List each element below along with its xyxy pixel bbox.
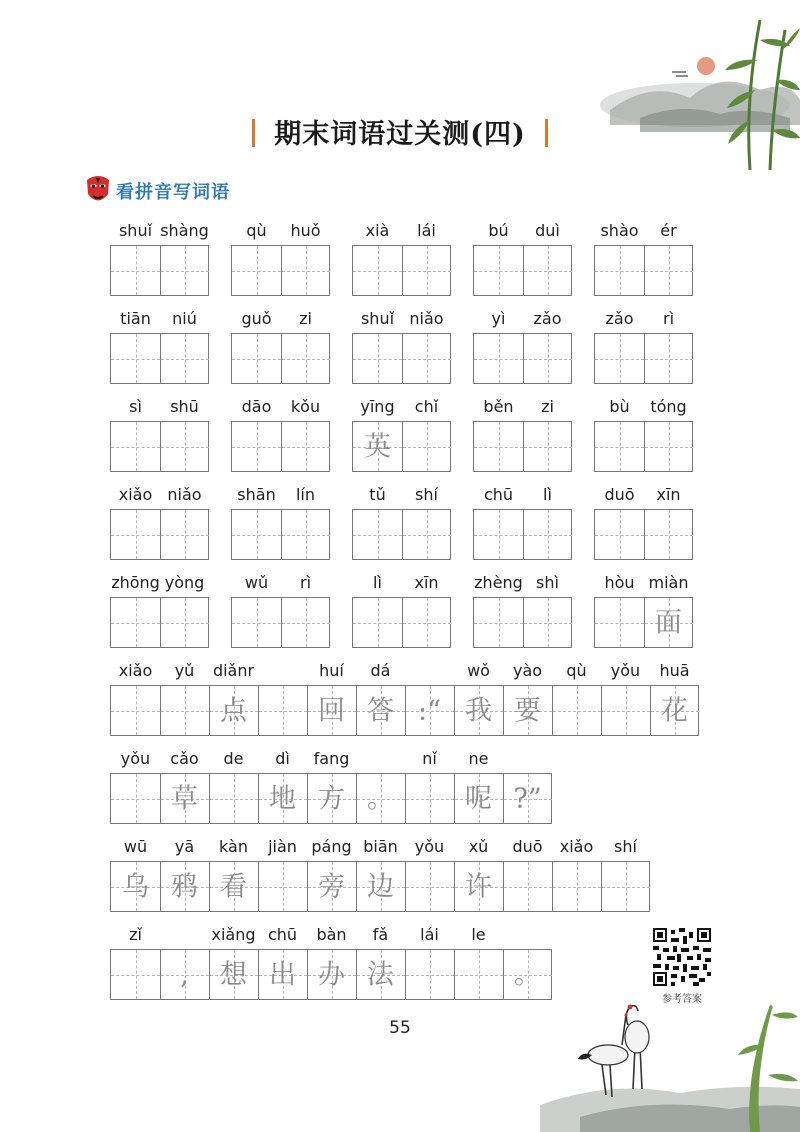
pinyin-label: lín [295, 485, 316, 504]
pinyin-label: zhōng [111, 573, 160, 592]
guide-line [378, 246, 379, 295]
word-grid[interactable] [352, 245, 451, 296]
pinyin-label: kàn [219, 837, 248, 856]
pinyin-label: niǎo [409, 309, 444, 328]
grid-cell [232, 510, 281, 559]
pinyin-label: xiǎng [211, 925, 256, 944]
grid-cell [111, 246, 160, 295]
pinyin-label: yǒu [120, 749, 151, 768]
pinyin-label: niú [172, 309, 197, 328]
prefilled-character: 呢 [465, 783, 492, 814]
pinyin-label: tóng [650, 397, 687, 416]
grid-cell [454, 950, 503, 999]
crane-illustration [540, 985, 800, 1132]
pinyin-label: diǎnr [212, 661, 255, 680]
pinyin-label: wǔ [244, 573, 269, 592]
grid-cell [402, 246, 451, 295]
prefilled-character: ?” [513, 783, 542, 814]
prefilled-character: 鸦 [171, 871, 198, 902]
guide-line [626, 686, 627, 735]
guide-line [378, 334, 379, 383]
guide-line [499, 334, 500, 383]
prefilled-character: 花 [661, 695, 688, 726]
qr-code-icon[interactable] [653, 928, 711, 986]
word-grid[interactable] [473, 245, 572, 296]
word-grid[interactable] [594, 333, 693, 384]
grid-cell [160, 510, 209, 559]
pinyin-label: dì [275, 749, 290, 768]
grid-cell [160, 686, 209, 735]
prefilled-character: 答 [367, 695, 394, 726]
pinyin-label: fǎ [372, 925, 389, 944]
grid-cell [232, 598, 281, 647]
word-grid[interactable] [473, 421, 572, 472]
grid-cell [160, 422, 209, 471]
prefilled-character: 我 [465, 695, 492, 726]
grid-cell [601, 686, 650, 735]
pinyin-label: lái [420, 925, 439, 944]
opera-mask-icon [84, 174, 112, 206]
prefilled-character: 。 [367, 783, 394, 814]
pinyin-label: shuǐ [360, 309, 395, 328]
guide-line [620, 246, 621, 295]
pinyin-label: xià [365, 221, 390, 240]
pinyin-label: yì [491, 309, 506, 328]
guide-line [430, 774, 431, 823]
pinyin-label: chū [267, 925, 298, 944]
guide-line [620, 598, 621, 647]
guide-line [136, 950, 137, 999]
pinyin-label: páng [311, 837, 352, 856]
grid-cell [111, 334, 160, 383]
pinyin-label: duō [604, 485, 635, 504]
pinyin-label: wǒ [467, 661, 490, 680]
pinyin-label: fang [313, 749, 350, 768]
grid-cell [595, 510, 644, 559]
page-number: 55 [389, 1018, 411, 1038]
pinyin-label: duì [535, 221, 560, 240]
grid-cell [281, 246, 330, 295]
page-title: 期末词语过关测(四) [274, 119, 526, 150]
guide-line [669, 334, 670, 383]
sentence-grid[interactable] [110, 685, 699, 736]
guide-line [136, 334, 137, 383]
guide-line [136, 422, 137, 471]
guide-line [427, 246, 428, 295]
pinyin-label: lì [543, 485, 552, 504]
grid-cell [353, 334, 402, 383]
guide-line [548, 246, 549, 295]
pinyin-label: zhèng [474, 573, 523, 592]
grid-cell [281, 334, 330, 383]
prefilled-character: 草 [171, 783, 198, 814]
word-grid[interactable] [352, 333, 451, 384]
pinyin-label: miàn [648, 573, 689, 592]
guide-line [548, 334, 549, 383]
pinyin-label: yào [512, 661, 543, 680]
pinyin-label: zǎo [533, 309, 562, 328]
grid-cell [111, 774, 160, 823]
grid-cell [474, 334, 523, 383]
word-grid[interactable] [594, 245, 693, 296]
guide-line [306, 334, 307, 383]
guide-line [528, 862, 529, 911]
grid-cell [281, 598, 330, 647]
guide-line [620, 510, 621, 559]
guide-line [427, 510, 428, 559]
prefilled-character: 乌 [122, 871, 149, 902]
prefilled-character: 面 [655, 607, 682, 638]
qr-label: 参考答案 [662, 994, 702, 1005]
guide-line [430, 950, 431, 999]
guide-line [427, 334, 428, 383]
guide-line [306, 598, 307, 647]
grid-cell [111, 598, 160, 647]
guide-line [427, 422, 428, 471]
guide-line [620, 422, 621, 471]
grid-cell [353, 246, 402, 295]
guide-line [136, 774, 137, 823]
pinyin-label: jiàn [268, 837, 297, 856]
guide-line [136, 246, 137, 295]
guide-line [136, 686, 137, 735]
pinyin-label: huí [319, 661, 344, 680]
word-grid[interactable] [231, 421, 330, 472]
grid-cell [209, 774, 258, 823]
pinyin-label: biān [363, 837, 398, 856]
grid-cell [503, 862, 552, 911]
pinyin-label: qù [246, 221, 267, 240]
grid-cell [160, 598, 209, 647]
section-title: 看拼音写词语 [116, 182, 230, 203]
grid-cell [644, 422, 693, 471]
grid-cell [644, 510, 693, 559]
grid-cell [523, 246, 572, 295]
pinyin-label: xīn [414, 573, 439, 592]
prefilled-character: 地 [269, 783, 296, 814]
pinyin-label: cǎo [170, 749, 199, 768]
prefilled-character: 出 [269, 959, 296, 990]
grid-cell [405, 950, 454, 999]
title-bar-right [545, 119, 548, 147]
pinyin-label: xiǎo [559, 837, 594, 856]
word-grid[interactable] [110, 421, 209, 472]
pinyin-label: yǔ [174, 661, 195, 680]
grid-cell [474, 598, 523, 647]
guide-line [669, 246, 670, 295]
pinyin-label: de [223, 749, 244, 768]
guide-line [306, 510, 307, 559]
grid-cell [405, 774, 454, 823]
grid-cell [160, 246, 209, 295]
grid-cell [232, 422, 281, 471]
title-bar-left [252, 119, 255, 147]
word-grid[interactable] [231, 509, 330, 560]
pinyin-label: kǒu [290, 397, 321, 416]
pinyin-label: yǒu [414, 837, 445, 856]
pinyin-label: zǎo [605, 309, 634, 328]
pinyin-label: lì [373, 573, 382, 592]
grid-cell [281, 422, 330, 471]
pinyin-label: shān [237, 485, 276, 504]
grid-cell [523, 334, 572, 383]
grid-cell [258, 862, 307, 911]
prefilled-character: 看 [220, 871, 247, 902]
pinyin-label: shí [614, 837, 637, 856]
guide-line [548, 510, 549, 559]
grid-cell [402, 510, 451, 559]
pinyin-label: shuǐ [118, 221, 153, 240]
prefilled-character: 办 [318, 959, 345, 990]
grid-cell [523, 598, 572, 647]
grid-cell [552, 862, 601, 911]
guide-line [479, 950, 480, 999]
pinyin-label: lái [417, 221, 436, 240]
grid-cell [644, 246, 693, 295]
pinyin-label: rì [662, 309, 675, 328]
pinyin-label: shào [600, 221, 639, 240]
guide-line [548, 598, 549, 647]
word-grid[interactable] [594, 421, 693, 472]
pinyin-label: bù [609, 397, 630, 416]
pinyin-label: tǔ [369, 485, 386, 504]
pinyin-label: ér [660, 221, 677, 240]
guide-line [620, 334, 621, 383]
word-grid[interactable] [110, 333, 209, 384]
pinyin-label: chǐ [414, 397, 439, 416]
pinyin-label: bú [488, 221, 509, 240]
grid-cell [111, 950, 160, 999]
grid-cell [474, 510, 523, 559]
pinyin-label: zi [541, 397, 554, 416]
pinyin-label: xīn [656, 485, 681, 504]
guide-line [306, 422, 307, 471]
pinyin-label: shí [415, 485, 438, 504]
grid-cell [405, 862, 454, 911]
pinyin-label: duō [512, 837, 543, 856]
word-grid[interactable] [352, 509, 451, 560]
guide-line [669, 422, 670, 471]
guide-line [378, 510, 379, 559]
guide-line [499, 246, 500, 295]
prefilled-character: 许 [465, 871, 492, 902]
prefilled-character: , [180, 959, 189, 990]
grid-cell [402, 334, 451, 383]
grid-cell [523, 422, 572, 471]
guide-line [257, 510, 258, 559]
pinyin-label: le [471, 925, 486, 944]
grid-cell [258, 686, 307, 735]
prefilled-character: 法 [367, 959, 394, 990]
pinyin-label: niǎo [167, 485, 202, 504]
guide-line [257, 598, 258, 647]
guide-line [257, 246, 258, 295]
prefilled-character: 点 [220, 695, 247, 726]
grid-cell [523, 510, 572, 559]
guide-line [430, 862, 431, 911]
grid-cell [232, 334, 281, 383]
grid-cell [595, 598, 644, 647]
pinyin-label: yīng [360, 397, 395, 416]
guide-line [136, 598, 137, 647]
prefilled-character: :“ [418, 695, 441, 726]
prefilled-character: 想 [220, 959, 247, 990]
grid-cell [111, 510, 160, 559]
grid-cell [402, 598, 451, 647]
pinyin-label: yǒu [610, 661, 641, 680]
guide-line [427, 598, 428, 647]
grid-cell [353, 510, 402, 559]
guide-line [136, 510, 137, 559]
prefilled-character: 边 [367, 871, 394, 902]
word-grid[interactable] [473, 333, 572, 384]
pinyin-label: shì [536, 573, 559, 592]
guide-line [499, 422, 500, 471]
word-grid[interactable] [352, 597, 451, 648]
word-grid[interactable] [231, 245, 330, 296]
word-grid[interactable] [473, 597, 572, 648]
pinyin-label: zǐ [129, 925, 142, 944]
word-grid[interactable] [110, 509, 209, 560]
pinyin-label: shàng [160, 221, 209, 240]
pinyin-label: guǒ [241, 309, 272, 328]
grid-cell [595, 246, 644, 295]
pinyin-label: xiǎo [118, 661, 153, 680]
prefilled-character: 。 [514, 959, 541, 990]
guide-line [499, 598, 500, 647]
guide-line [257, 422, 258, 471]
grid-cell [353, 598, 402, 647]
prefilled-character: 旁 [318, 871, 345, 902]
word-grid[interactable] [110, 245, 209, 296]
pinyin-label: nǐ [422, 749, 437, 768]
guide-line [185, 686, 186, 735]
grid-cell [552, 686, 601, 735]
prefilled-character: 要 [514, 695, 541, 726]
pinyin-label: huā [659, 661, 690, 680]
word-grid[interactable] [231, 333, 330, 384]
guide-line [185, 334, 186, 383]
grid-cell [474, 422, 523, 471]
grid-cell [601, 862, 650, 911]
grid-cell [111, 686, 160, 735]
prefilled-character: 回 [318, 695, 345, 726]
guide-line [185, 510, 186, 559]
pinyin-label: sì [129, 397, 142, 416]
pinyin-label: zi [299, 309, 312, 328]
grid-cell [160, 334, 209, 383]
pinyin-label: huǒ [290, 221, 321, 240]
guide-line [577, 862, 578, 911]
pinyin-label: bàn [316, 925, 347, 944]
word-grid[interactable] [473, 509, 572, 560]
pinyin-label: hòu [604, 573, 635, 592]
guide-line [185, 422, 186, 471]
pinyin-label: tiān [120, 309, 151, 328]
pinyin-label: qù [566, 661, 587, 680]
grid-cell [281, 510, 330, 559]
title-area [0, 112, 800, 151]
guide-line [283, 686, 284, 735]
guide-line [548, 422, 549, 471]
pinyin-label: xiǎo [118, 485, 153, 504]
guide-line [669, 510, 670, 559]
grid-cell [595, 422, 644, 471]
guide-line [234, 774, 235, 823]
pinyin-label: shū [170, 397, 199, 416]
guide-line [283, 862, 284, 911]
prefilled-character: 英 [364, 431, 391, 462]
pinyin-label: dāo [241, 397, 272, 416]
pinyin-label: ne [468, 749, 489, 768]
pinyin-label: wū [123, 837, 148, 856]
guide-line [378, 598, 379, 647]
word-grid[interactable] [594, 509, 693, 560]
guide-line [185, 246, 186, 295]
pinyin-label: běn [483, 397, 514, 416]
grid-cell [644, 334, 693, 383]
grid-cell [232, 246, 281, 295]
pinyin-label: yā [174, 837, 195, 856]
pinyin-label: yòng [164, 573, 205, 592]
grid-cell [595, 334, 644, 383]
guide-line [185, 598, 186, 647]
pinyin-label: chū [483, 485, 514, 504]
pinyin-label: dá [370, 661, 391, 680]
grid-cell [474, 246, 523, 295]
guide-line [626, 862, 627, 911]
pinyin-label: rì [299, 573, 312, 592]
pinyin-label: xǔ [468, 837, 489, 856]
grid-cell [111, 422, 160, 471]
guide-line [499, 510, 500, 559]
guide-line [577, 686, 578, 735]
word-grid[interactable] [231, 597, 330, 648]
word-grid[interactable] [110, 597, 209, 648]
guide-line [257, 334, 258, 383]
guide-line [306, 246, 307, 295]
grid-cell [402, 422, 451, 471]
prefilled-character: 方 [318, 783, 345, 814]
